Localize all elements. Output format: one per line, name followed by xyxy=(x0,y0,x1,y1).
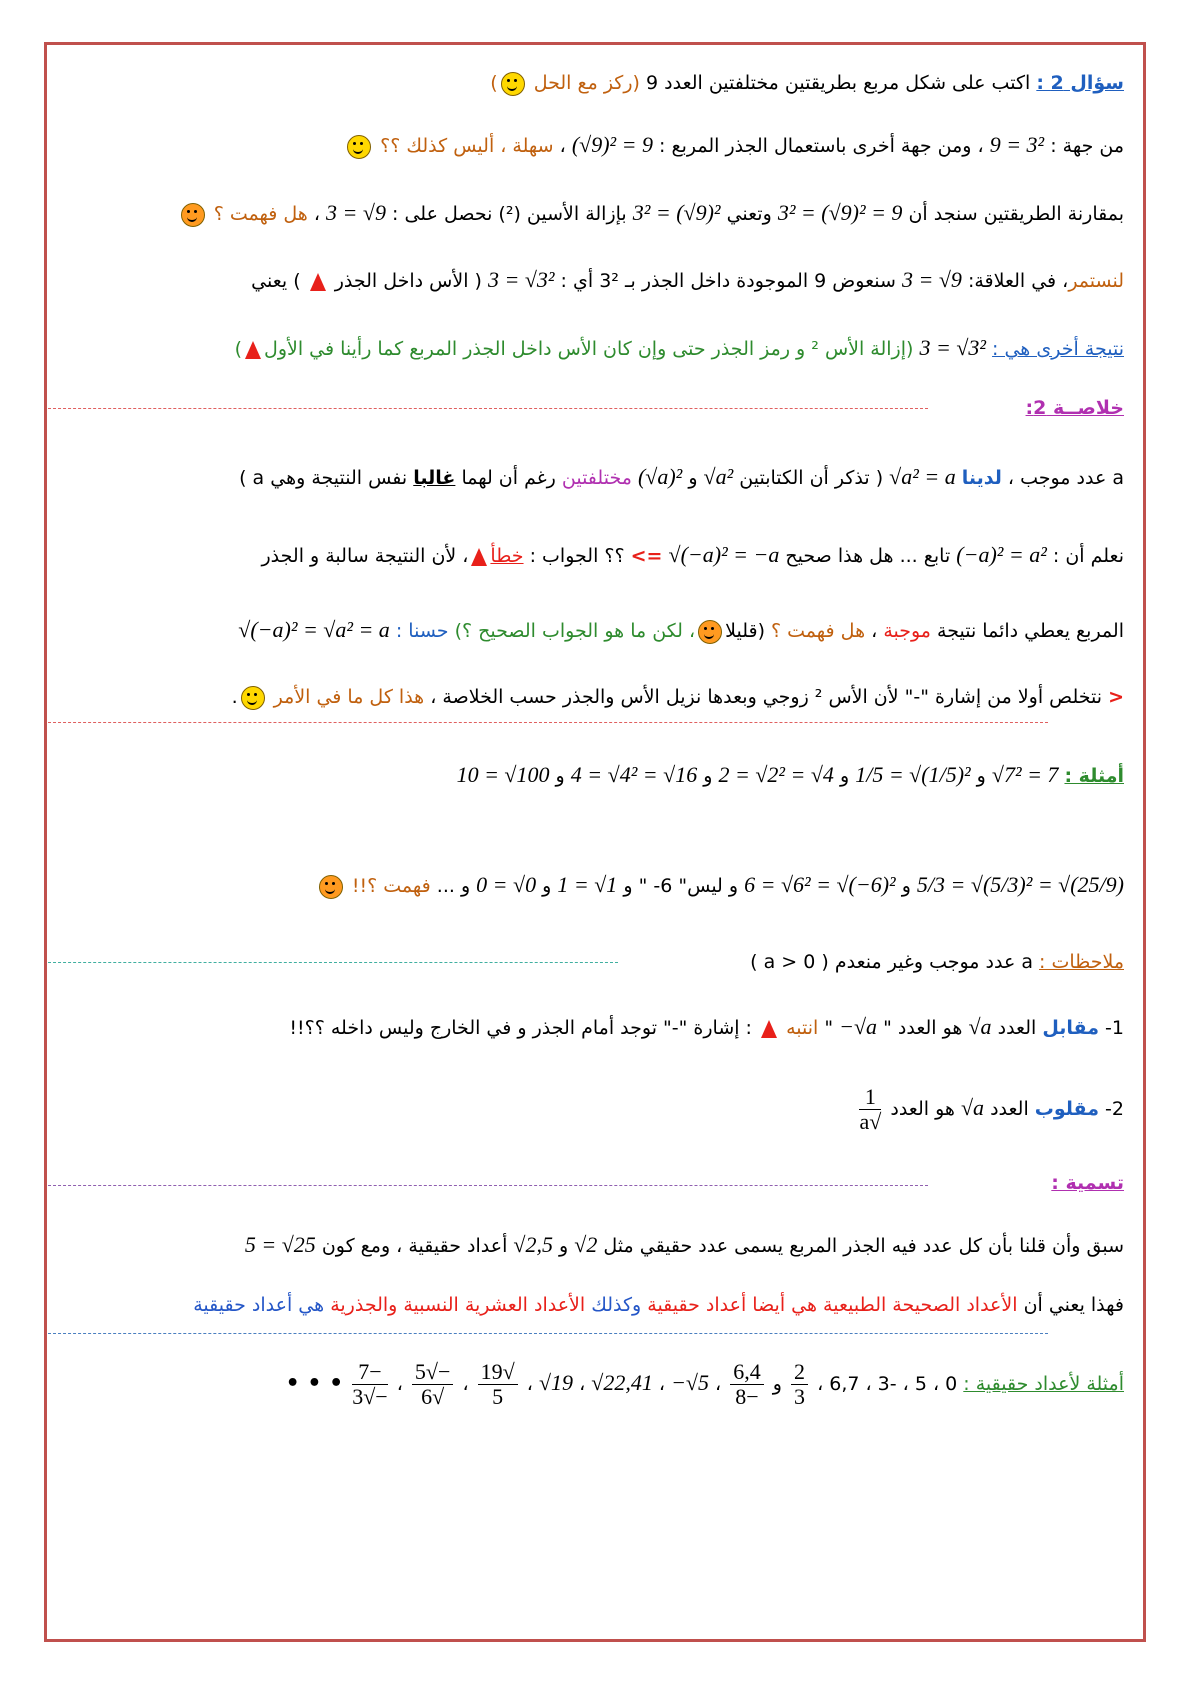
denominator: √a xyxy=(859,1109,882,1134)
text: 0 ، 5 ، -3 ، 6,7 ، xyxy=(817,1373,958,1395)
denominator: √6 xyxy=(421,1384,445,1409)
smiley-icon xyxy=(319,875,343,899)
text: المربع يعطي دائما نتيجة xyxy=(937,620,1124,642)
math-expr: √a xyxy=(968,1014,992,1039)
smiley-icon xyxy=(698,620,722,644)
highlight-text: حسنا : xyxy=(395,620,449,642)
text: سبق وأن قلنا بأن كل عدد فيه الجذر المربع يسمى عدد حقيقي مثل xyxy=(603,1235,1124,1257)
math-expr: √a xyxy=(960,1095,985,1120)
numerator: 2 xyxy=(791,1360,808,1385)
text: 2- xyxy=(1105,1098,1124,1120)
highlight-text: هل فهمت ؟ xyxy=(771,620,866,642)
q2-line5: نتيجة أخرى هي : 3 = √3² (إزالة الأس ² و رمز الجذر حتى وإن كان الأس داخل الجذر المربع كما رأينا في الأول) xyxy=(234,335,1124,360)
math-expr: √22,41 xyxy=(591,1370,653,1395)
text: و xyxy=(623,875,633,897)
smiley-icon xyxy=(501,72,525,96)
highlight-text: سهلة ، أليس كذلك ؟؟ xyxy=(380,135,554,157)
text: و ليس" 6- " xyxy=(638,875,739,897)
math-expr: 3² = (√9)² = 9 xyxy=(777,200,903,225)
text: نفس النتيجة وهي a ) xyxy=(239,467,408,489)
math-expr: 4 = √4² = √16 xyxy=(570,762,698,787)
text: هو العدد " xyxy=(883,1017,963,1039)
text: سنعوض 9 الموجودة داخل الجذر بـ 3² أي : xyxy=(560,270,896,292)
text: و xyxy=(839,765,850,787)
q2-hint: (ركز مع الحل xyxy=(533,72,640,94)
text: بمقارنة الطريقتين سنجد أن xyxy=(908,203,1124,225)
fraction xyxy=(730,1360,764,1409)
warning-icon xyxy=(471,548,487,566)
math-expr: 9 = 3² xyxy=(989,132,1045,157)
arrow-text: < xyxy=(1108,686,1124,708)
text: ، xyxy=(313,203,320,225)
q2-hint-close: ) xyxy=(490,72,498,94)
text: وكذلك xyxy=(591,1294,642,1316)
summary2-line2 xyxy=(60,540,1124,571)
text: رغم أن لهما xyxy=(461,467,556,489)
highlight-text: مقلوب xyxy=(1034,1098,1099,1120)
text: ، لأن النتيجة سالبة و الجذر xyxy=(261,545,469,567)
math-expr: 5 = √25 xyxy=(244,1232,316,1257)
text: ؟؟ الجواب : xyxy=(529,545,625,567)
math-expr: √2,5 xyxy=(513,1232,553,1257)
math-expr: √(−a)² = −a xyxy=(668,542,780,567)
highlight-text: مقابل xyxy=(1042,1017,1099,1039)
fraction xyxy=(791,1360,808,1409)
text: a عدد موجب وغير منعدم ( a > 0 ) xyxy=(750,951,1033,973)
text: نتخلص أولا من إشارة "-" لأن الأس ² زوجي وبعدها نزيل الأس والجذر حسب الخلاصة ، xyxy=(430,686,1103,708)
text: و xyxy=(703,765,713,787)
text: " xyxy=(824,1017,834,1039)
section-title: أمثلة : xyxy=(1064,765,1124,787)
q2-line2 xyxy=(60,130,1124,161)
math-expr: 3 = √3² xyxy=(487,267,555,292)
highlight-text: فهمت ؟!! xyxy=(351,875,431,897)
note1 xyxy=(60,1012,1124,1043)
numerator: √19 xyxy=(478,1360,518,1385)
text: و xyxy=(559,1235,569,1257)
summary2-header xyxy=(60,393,1124,423)
math-expr: 0 = √0 xyxy=(476,872,537,897)
text: أعداد حقيقية ، ومع كون xyxy=(321,1235,508,1257)
text: ، ومن جهة أخرى باستعمال الجذر المربع : xyxy=(659,135,984,157)
numerator: −7 xyxy=(352,1360,387,1385)
text: ، xyxy=(871,620,878,642)
text: ، xyxy=(559,135,566,157)
highlight-text: موجبة xyxy=(883,620,931,642)
highlight-text: هل فهمت ؟ xyxy=(213,203,308,225)
highlight-text: الأعداد الصحيحة الطبيعية هي أيضا أعداد حقيقية xyxy=(647,1294,1018,1316)
math-expr: √19 xyxy=(538,1370,574,1395)
fraction xyxy=(412,1360,453,1409)
math-expr: √a² = a xyxy=(889,464,956,489)
text: و xyxy=(542,875,552,897)
math-expr: (√9)² = 9 xyxy=(571,132,653,157)
highlight-text: نتيجة أخرى هي : xyxy=(992,338,1124,360)
text: a عدد موجب ، xyxy=(1007,467,1124,489)
highlight-text: مختلفتين xyxy=(561,467,632,489)
numerator: 6,4 xyxy=(730,1360,764,1385)
text: : إشارة "-" توجد أمام الجذر و في الخارج وليس داخله ؟؟!! xyxy=(289,1017,752,1039)
highlight-text: لدينا xyxy=(961,467,1002,489)
text: ، في العلاقة: xyxy=(967,270,1069,292)
numerator: −√5 xyxy=(412,1360,453,1385)
note2 xyxy=(60,1085,1124,1134)
divider xyxy=(48,722,1048,723)
text: . xyxy=(231,686,238,708)
text: 1- xyxy=(1105,1017,1124,1039)
denominator: −√3 xyxy=(352,1384,388,1409)
summary2-line4 xyxy=(60,682,1124,712)
text: من جهة : xyxy=(1050,135,1124,157)
text: و xyxy=(555,765,565,787)
summary2-line1 xyxy=(60,462,1124,493)
section-title: خلاصــة 2: xyxy=(1025,397,1124,419)
examples-row2 xyxy=(60,870,1124,901)
math-expr: 5/3 = √(5/3)² = √(25/9) xyxy=(916,872,1124,897)
text: نعلم أن : xyxy=(1052,545,1124,567)
ellipsis: • • • xyxy=(285,1371,344,1396)
math-expr: 3 = √3² xyxy=(919,335,986,360)
text: و xyxy=(976,765,986,787)
q2-label: سؤال 2 : xyxy=(1036,72,1124,94)
highlight-text: ، لكن ما هو الجواب الصحيح ؟) xyxy=(454,620,696,642)
math-expr: 3 = √9 xyxy=(326,200,386,225)
math-expr: 3 = √9 xyxy=(901,267,962,292)
q2-text: اكتب على شكل مربع بطريقتين مختلفتين العدد 9 xyxy=(646,72,1031,94)
warning-icon xyxy=(761,1020,777,1038)
math-expr: (−a)² = a² xyxy=(956,542,1047,567)
math-expr: 1/5 = √(1/5)² xyxy=(855,762,971,787)
naming-line1 xyxy=(60,1230,1124,1261)
math-expr: √7² = 7 xyxy=(991,762,1059,787)
numerator: 1 xyxy=(859,1085,881,1110)
highlight-text: أعداد حقيقية xyxy=(193,1294,293,1316)
text: (قليلا xyxy=(725,620,765,642)
section-title: ملاحظات : xyxy=(1039,951,1124,973)
math-expr: √(−a)² = √a² = a xyxy=(238,617,390,642)
text: ( الأس داخل الجذر xyxy=(334,270,482,292)
math-expr: 3² = (√9)² xyxy=(632,200,721,225)
smiley-icon xyxy=(241,686,265,710)
fraction xyxy=(859,1085,881,1134)
warning-icon xyxy=(245,341,261,359)
underlined-text: غالبا xyxy=(413,467,456,489)
text: و ... xyxy=(436,875,471,897)
q2-line4 xyxy=(60,265,1124,296)
math-expr: −√5 xyxy=(671,1370,709,1395)
highlight-text: الأعداد العشرية النسبية والجذرية xyxy=(330,1294,586,1316)
fraction xyxy=(478,1360,518,1409)
math-expr: 1 = √1 xyxy=(557,872,618,897)
q2-line3 xyxy=(60,198,1124,229)
denominator: 3 xyxy=(794,1384,806,1409)
warning-icon xyxy=(310,273,326,291)
real-examples-line: أمثلة لأعداد حقيقية : 0 ، 5 ، -3 ، 6,7 ، $\frac{2}{3}$ و $\frac{6,4}{-8}$ ، √19 ، √22,41 ، −√5 ، $\frac{√19}{5}$ ، $\frac{-√5}{√6}$ ، $\frac{-7}{-√3}$ • • • xyxy=(285,1359,1124,1409)
math-expr: (√a)² xyxy=(637,464,683,489)
highlight-text: (إزالة الأس ² و رمز الجذر حتى وإن كان الأس داخل الجذر المربع كما رأينا في الأول xyxy=(264,338,914,360)
math-expr: 6 = √6² = √(−6)² xyxy=(744,872,896,897)
math-expr: √2 xyxy=(574,1232,598,1257)
smiley-icon xyxy=(181,203,205,227)
examples-row1 xyxy=(60,760,1124,791)
text: العدد xyxy=(990,1098,1029,1120)
naming-line2 xyxy=(60,1290,1124,1320)
text: العدد xyxy=(997,1017,1037,1039)
text: تابع ... هل هذا صحيح xyxy=(785,545,951,567)
text: هي xyxy=(298,1294,325,1316)
section-title: أمثلة لأعداد حقيقية : xyxy=(963,1373,1124,1395)
arrow-text: <= xyxy=(630,545,663,567)
text: و xyxy=(772,1373,782,1395)
summary2-line3 xyxy=(60,615,1124,646)
naming-header xyxy=(60,1168,1124,1198)
math-expr: 2 = √2² = √4 xyxy=(718,762,834,787)
smiley-icon xyxy=(347,135,371,159)
text: فهذا يعني أن xyxy=(1023,1294,1124,1316)
highlight-text: لنستمر xyxy=(1068,270,1124,292)
denominator: 5 xyxy=(492,1384,504,1409)
denominator: −8 xyxy=(735,1384,759,1409)
text: ( تذكر أن الكتابتين xyxy=(739,467,884,489)
text: هو العدد xyxy=(890,1098,955,1120)
text: و xyxy=(688,467,698,489)
math-expr: −√a xyxy=(839,1014,878,1039)
text: بإزالة الأسين (²) نحصل على : xyxy=(392,203,627,225)
section-title: تسمية : xyxy=(1051,1172,1124,1194)
text: ) يعني xyxy=(251,270,301,292)
math-expr: √a² xyxy=(703,464,734,489)
q2-title-line xyxy=(60,68,1124,98)
text: و xyxy=(901,875,911,897)
text: وتعني xyxy=(726,203,772,225)
highlight-text: خطأ xyxy=(490,545,524,567)
notes-header xyxy=(60,947,1124,977)
math-expr: 10 = √100 xyxy=(456,762,550,787)
highlight-text: انتبه xyxy=(786,1017,819,1039)
divider xyxy=(48,1333,1048,1334)
fraction xyxy=(352,1360,387,1409)
highlight-text: هذا كل ما في الأمر xyxy=(273,686,425,708)
